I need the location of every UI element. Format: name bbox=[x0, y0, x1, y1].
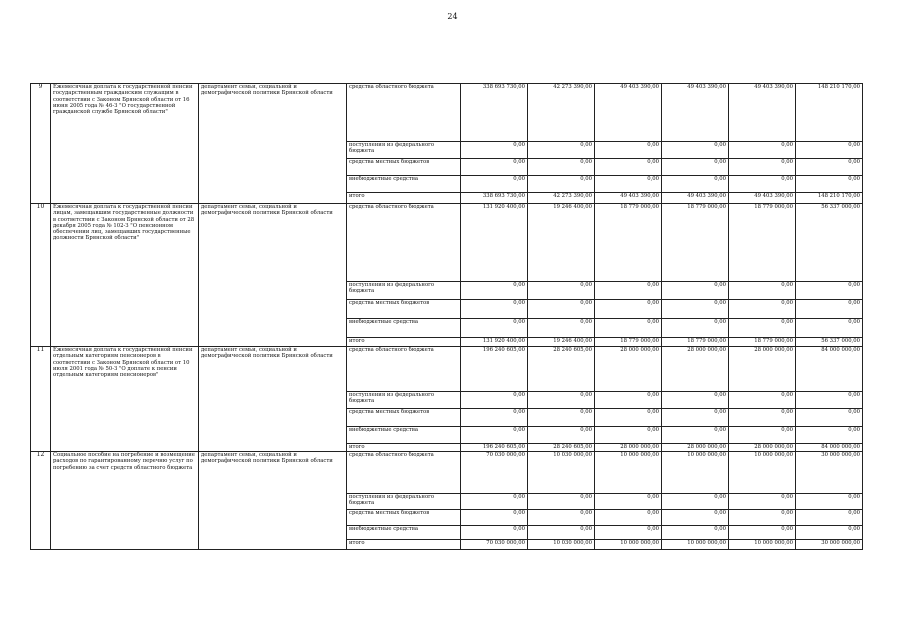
amount-cell: 0,00 bbox=[528, 319, 595, 338]
amount-cell: 28 240 605,00 bbox=[528, 444, 595, 452]
amount-cell: 0,00 bbox=[662, 409, 729, 427]
amount-cell: 49 403 390,00 bbox=[729, 193, 796, 204]
amount-cell: 0,00 bbox=[729, 159, 796, 176]
amount-cell: 84 000 000,00 bbox=[796, 347, 863, 392]
amount-cell: 0,00 bbox=[461, 300, 528, 319]
funding-source: итого bbox=[347, 338, 461, 347]
amount-cell: 70 030 000,00 bbox=[461, 452, 528, 494]
measure-title: Ежемесячная доплата к государственной пенсии отдельным категориям пенсионеров в соответствии с Законом Брянской области от 10 июля 2001 года № 50-З "О доплате к пенсии отдельным категориям пенсионеров" bbox=[51, 347, 199, 452]
amount-cell: 0,00 bbox=[528, 282, 595, 300]
amount-cell: 0,00 bbox=[595, 176, 662, 193]
amount-cell: 148 210 170,00 bbox=[796, 193, 863, 204]
amount-cell: 0,00 bbox=[729, 510, 796, 526]
funding-source: поступления из федерального бюджета bbox=[347, 494, 461, 510]
table-row bbox=[31, 452, 863, 494]
amount-cell: 0,00 bbox=[796, 176, 863, 193]
amount-cell: 0,00 bbox=[729, 427, 796, 444]
amount-cell: 49 403 390,00 bbox=[729, 84, 796, 142]
amount-cell: 0,00 bbox=[528, 409, 595, 427]
amount-cell: 0,00 bbox=[461, 510, 528, 526]
amount-cell: 0,00 bbox=[729, 300, 796, 319]
amount-cell: 0,00 bbox=[595, 494, 662, 510]
measure-title: Социальное пособие на погребение и возмещение расходов по гарантированному перечню услуг по погребению за счет средств областного бюджета bbox=[51, 452, 199, 550]
amount-cell: 30 000 000,00 bbox=[796, 452, 863, 494]
amount-cell: 0,00 bbox=[662, 392, 729, 409]
amount-cell: 131 920 400,00 bbox=[461, 204, 528, 282]
amount-cell: 56 337 000,00 bbox=[796, 338, 863, 347]
measure-title: Ежемесячная доплата к государственной пенсии государственным гражданским служащим в соответствии с Законом Брянской области от 16 июня 2005 года № 46-З "О государственной гражданской службе Брянской области" bbox=[51, 84, 199, 204]
amount-cell: 0,00 bbox=[528, 510, 595, 526]
amount-cell: 42 273 390,00 bbox=[528, 84, 595, 142]
funding-source: внебюджетные средства bbox=[347, 176, 461, 193]
amount-cell: 70 030 000,00 bbox=[461, 540, 528, 550]
amount-cell: 196 240 605,00 bbox=[461, 347, 528, 392]
funding-source: поступления из федерального бюджета bbox=[347, 282, 461, 300]
amount-cell: 18 779 000,00 bbox=[595, 338, 662, 347]
amount-cell: 0,00 bbox=[461, 176, 528, 193]
amount-cell: 0,00 bbox=[595, 427, 662, 444]
amount-cell: 0,00 bbox=[796, 282, 863, 300]
amount-cell: 28 000 000,00 bbox=[729, 347, 796, 392]
amount-cell: 28 000 000,00 bbox=[662, 347, 729, 392]
amount-cell: 131 920 400,00 bbox=[461, 338, 528, 347]
amount-cell: 0,00 bbox=[528, 427, 595, 444]
amount-cell: 0,00 bbox=[662, 142, 729, 159]
amount-cell: 42 273 390,00 bbox=[528, 193, 595, 204]
funding-source: средства местных бюджетов bbox=[347, 300, 461, 319]
amount-cell: 0,00 bbox=[662, 176, 729, 193]
amount-cell: 0,00 bbox=[461, 282, 528, 300]
amount-cell: 148 210 170,00 bbox=[796, 84, 863, 142]
amount-cell: 0,00 bbox=[528, 176, 595, 193]
amount-cell: 0,00 bbox=[528, 159, 595, 176]
amount-cell: 0,00 bbox=[528, 494, 595, 510]
amount-cell: 18 779 000,00 bbox=[662, 338, 729, 347]
funding-source: внебюджетные средства bbox=[347, 427, 461, 444]
amount-cell: 0,00 bbox=[461, 392, 528, 409]
amount-cell: 0,00 bbox=[662, 159, 729, 176]
amount-cell: 0,00 bbox=[662, 300, 729, 319]
amount-cell: 18 779 000,00 bbox=[729, 338, 796, 347]
amount-cell: 84 000 000,00 bbox=[796, 444, 863, 452]
amount-cell: 0,00 bbox=[595, 300, 662, 319]
amount-cell: 0,00 bbox=[796, 526, 863, 540]
amount-cell: 0,00 bbox=[595, 319, 662, 338]
amount-cell: 0,00 bbox=[729, 409, 796, 427]
funding-source: средства местных бюджетов bbox=[347, 510, 461, 526]
table-row bbox=[31, 347, 863, 392]
funding-source: итого bbox=[347, 193, 461, 204]
amount-cell: 19 246 400,00 bbox=[528, 204, 595, 282]
amount-cell: 0,00 bbox=[796, 159, 863, 176]
amount-cell: 0,00 bbox=[729, 142, 796, 159]
amount-cell: 0,00 bbox=[729, 176, 796, 193]
amount-cell: 49 403 390,00 bbox=[662, 84, 729, 142]
table-row bbox=[31, 204, 863, 282]
amount-cell: 0,00 bbox=[595, 526, 662, 540]
amount-cell: 338 693 730,00 bbox=[461, 193, 528, 204]
amount-cell: 0,00 bbox=[461, 319, 528, 338]
amount-cell: 0,00 bbox=[796, 409, 863, 427]
amount-cell: 0,00 bbox=[595, 282, 662, 300]
amount-cell: 0,00 bbox=[796, 427, 863, 444]
amount-cell: 10 030 000,00 bbox=[528, 452, 595, 494]
amount-cell: 0,00 bbox=[461, 409, 528, 427]
amount-cell: 28 000 000,00 bbox=[595, 444, 662, 452]
amount-cell: 10 000 000,00 bbox=[595, 540, 662, 550]
amount-cell: 0,00 bbox=[729, 392, 796, 409]
amount-cell: 0,00 bbox=[662, 510, 729, 526]
amount-cell: 0,00 bbox=[796, 494, 863, 510]
funding-source: средства областного бюджета bbox=[347, 84, 461, 142]
funding-source: средства областного бюджета bbox=[347, 204, 461, 282]
amount-cell: 18 779 000,00 bbox=[662, 204, 729, 282]
amount-cell: 28 000 000,00 bbox=[662, 444, 729, 452]
measure-title: Ежемесячная доплата к государственной пенсии лицам, замещавшим государственные должности в соответствии с Законом Брянской области от 28 декабря 2005 года № 102-З "О пенсионном обеспечении лиц, замещавших государственные должности Брянской области" bbox=[51, 204, 199, 347]
amount-cell: 0,00 bbox=[528, 142, 595, 159]
amount-cell: 28 000 000,00 bbox=[729, 444, 796, 452]
amount-cell: 0,00 bbox=[796, 319, 863, 338]
amount-cell: 18 779 000,00 bbox=[729, 204, 796, 282]
amount-cell: 0,00 bbox=[729, 282, 796, 300]
funding-source: поступления из федерального бюджета bbox=[347, 142, 461, 159]
funding-source: средства областного бюджета bbox=[347, 452, 461, 494]
funding-source: средства местных бюджетов bbox=[347, 409, 461, 427]
amount-cell: 0,00 bbox=[662, 494, 729, 510]
amount-cell: 49 403 390,00 bbox=[595, 84, 662, 142]
funding-source: итого bbox=[347, 444, 461, 452]
amount-cell: 0,00 bbox=[662, 319, 729, 338]
funding-source: внебюджетные средства bbox=[347, 319, 461, 338]
amount-cell: 0,00 bbox=[662, 427, 729, 444]
amount-cell: 28 000 000,00 bbox=[595, 347, 662, 392]
row-number: 12 bbox=[31, 452, 51, 550]
responsible-department: департамент семьи, социальной и демографической политики Брянской области bbox=[199, 84, 347, 204]
amount-cell: 0,00 bbox=[595, 392, 662, 409]
amount-cell: 338 693 730,00 bbox=[461, 84, 528, 142]
budget-table bbox=[30, 83, 863, 550]
table-row bbox=[31, 84, 863, 142]
amount-cell: 0,00 bbox=[461, 142, 528, 159]
page-number: 24 bbox=[447, 12, 458, 21]
amount-cell: 0,00 bbox=[729, 494, 796, 510]
amount-cell: 28 240 605,00 bbox=[528, 347, 595, 392]
amount-cell: 18 779 000,00 bbox=[595, 204, 662, 282]
amount-cell: 0,00 bbox=[595, 142, 662, 159]
amount-cell: 10 000 000,00 bbox=[595, 452, 662, 494]
amount-cell: 0,00 bbox=[595, 510, 662, 526]
funding-source: средства областного бюджета bbox=[347, 347, 461, 392]
amount-cell: 0,00 bbox=[461, 159, 528, 176]
amount-cell: 0,00 bbox=[528, 526, 595, 540]
amount-cell: 0,00 bbox=[796, 142, 863, 159]
amount-cell: 0,00 bbox=[729, 319, 796, 338]
amount-cell: 0,00 bbox=[595, 159, 662, 176]
amount-cell: 10 000 000,00 bbox=[729, 452, 796, 494]
funding-source: итого bbox=[347, 540, 461, 550]
amount-cell: 0,00 bbox=[662, 282, 729, 300]
amount-cell: 0,00 bbox=[461, 494, 528, 510]
amount-cell: 10 000 000,00 bbox=[729, 540, 796, 550]
funding-source: поступления из федерального бюджета bbox=[347, 392, 461, 409]
amount-cell: 19 246 400,00 bbox=[528, 338, 595, 347]
amount-cell: 0,00 bbox=[595, 409, 662, 427]
amount-cell: 10 000 000,00 bbox=[662, 452, 729, 494]
amount-cell: 0,00 bbox=[796, 392, 863, 409]
amount-cell: 0,00 bbox=[796, 300, 863, 319]
amount-cell: 196 240 605,00 bbox=[461, 444, 528, 452]
funding-source: внебюджетные средства bbox=[347, 526, 461, 540]
funding-source: средства местных бюджетов bbox=[347, 159, 461, 176]
responsible-department: департамент семьи, социальной и демографической политики Брянской области bbox=[199, 452, 347, 550]
row-number: 11 bbox=[31, 347, 51, 452]
amount-cell: 10 000 000,00 bbox=[662, 540, 729, 550]
amount-cell: 0,00 bbox=[461, 427, 528, 444]
amount-cell: 0,00 bbox=[662, 526, 729, 540]
amount-cell: 0,00 bbox=[729, 526, 796, 540]
amount-cell: 56 337 000,00 bbox=[796, 204, 863, 282]
amount-cell: 0,00 bbox=[528, 300, 595, 319]
amount-cell: 49 403 390,00 bbox=[595, 193, 662, 204]
amount-cell: 49 403 390,00 bbox=[662, 193, 729, 204]
row-number: 9 bbox=[31, 84, 51, 204]
amount-cell: 10 030 000,00 bbox=[528, 540, 595, 550]
amount-cell: 0,00 bbox=[528, 392, 595, 409]
amount-cell: 0,00 bbox=[461, 526, 528, 540]
responsible-department: департамент семьи, социальной и демографической политики Брянской области bbox=[199, 204, 347, 347]
amount-cell: 30 000 000,00 bbox=[796, 540, 863, 550]
amount-cell: 0,00 bbox=[796, 510, 863, 526]
row-number: 10 bbox=[31, 204, 51, 347]
responsible-department: департамент семьи, социальной и демографической политики Брянской области bbox=[199, 347, 347, 452]
